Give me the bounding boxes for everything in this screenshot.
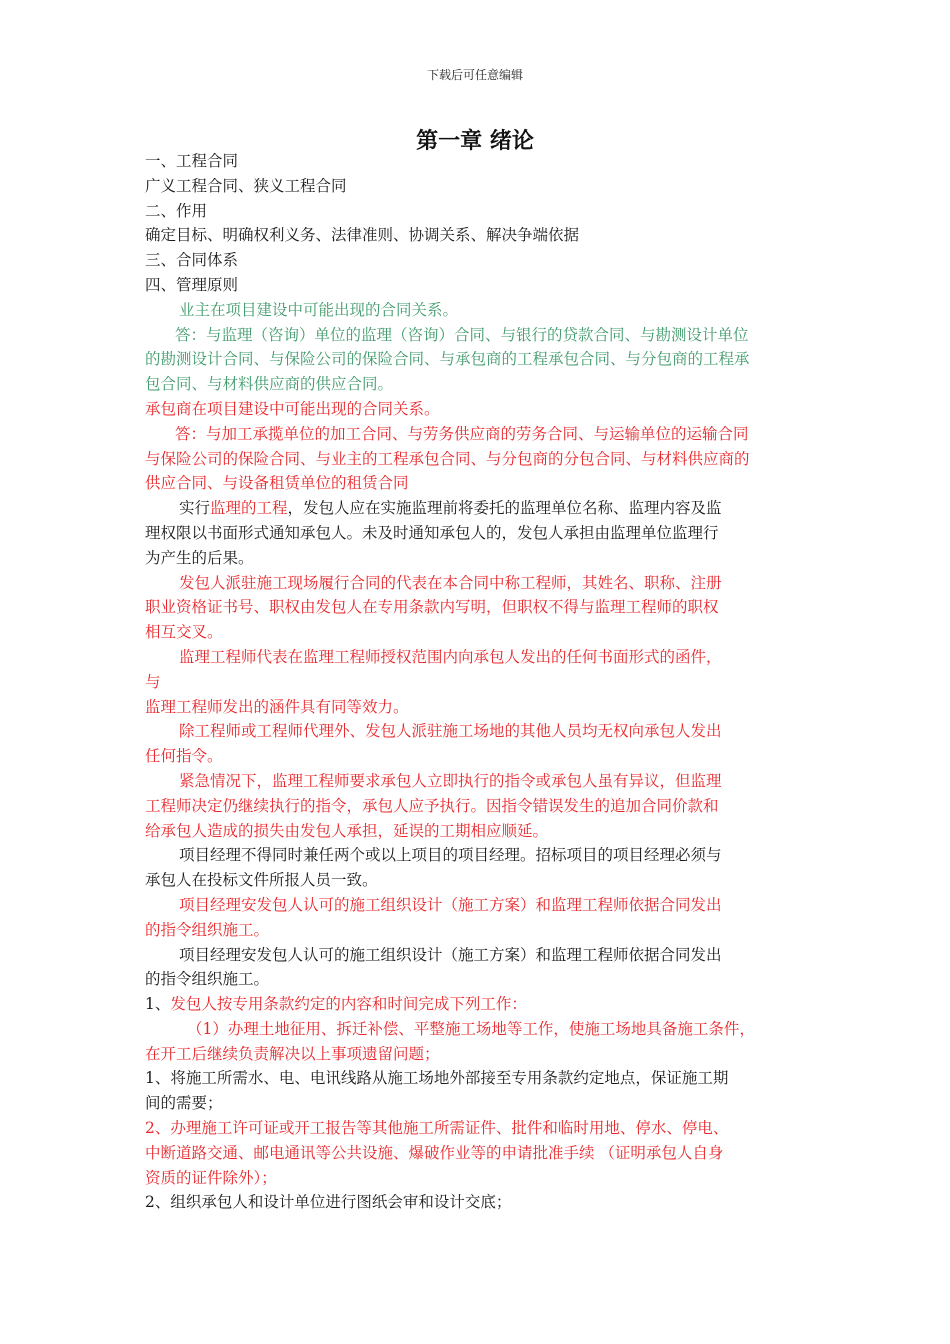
text-line: （1）办理土地征用、拆迁补偿、平整施工场地等工作，使施工场地具备施工条件，: [187, 1019, 755, 1038]
text-line: 除工程师或工程师代理外、发包人派驻施工场地的其他人员均无权向承包人发出: [179, 722, 722, 741]
text-line: 与保险公司的保险合同、与业主的工程承包合同、与分包商的分包合同、与材料供应商的: [145, 449, 750, 468]
text-line: 2、组织承包人和设计单位进行图纸会审和设计交底；: [145, 1193, 512, 1212]
text-line: 广义工程合同、狭义工程合同: [145, 176, 347, 195]
text-line: 项目经理安发包人认可的施工组织设计（施工方案）和监理工程师依据合同发出: [179, 895, 722, 914]
text-line: 为产生的后果。: [145, 548, 254, 567]
text-line: 供应合同、与设备租赁单位的租赁合同: [145, 474, 409, 493]
text-line: 1、将施工所需水、电、电讯线路从施工场地外部接至专用条款约定地点，保证施工期: [145, 1069, 729, 1088]
text-line: 相互交叉。: [145, 623, 223, 642]
text-line: 四、管理原则: [145, 275, 239, 294]
text-line: [145, 496, 810, 521]
text-line: 理权限以书面形式通知承包人。未及时通知承包人的，发包人承担由监理单位监理行: [145, 523, 719, 542]
text-line: 答：与加工承揽单位的加工合同、与劳务供应商的劳务合同、与运输单位的运输合同: [175, 424, 749, 443]
document-body: [145, 149, 810, 1215]
text-line: 工程师决定仍继续执行的指令，承包人应予执行。因指令错误发生的追加合同价款和: [145, 796, 719, 815]
text-line: [145, 992, 810, 1017]
text-segment: 发包人按专用条款约定的内容和时间完成下列工作：: [170, 995, 527, 1014]
text-line: 二、作用: [145, 201, 208, 220]
text-line: 职业资格证书号、职权由发包人在专用条款内写明，但职权不得与监理工程师的职权: [145, 598, 719, 617]
text-line: 监理工程师发出的涵件具有同等效力。: [145, 697, 409, 716]
text-line: 发包人派驻施工现场履行合同的代表在本合同中称工程师，其姓名、职称、注册: [179, 573, 722, 592]
text-line: 确定目标、明确权利义务、法律准则、协调关系、解决争端依据: [145, 226, 580, 245]
text-line: 业主在项目建设中可能出现的合同关系。: [179, 300, 459, 319]
text-segment: 监理的工程: [210, 499, 288, 518]
text-line: 监理工程师代表在监理工程师授权范围内向承包人发出的任何书面形式的函件，: [179, 647, 722, 666]
text-line: 2、办理施工许可证或开工报告等其他施工所需证件、批件和临时用地、停水、停电、: [145, 1119, 729, 1138]
page-header-note: 下载后可任意编辑: [426, 68, 523, 82]
text-line: 给承包人造成的损失由发包人承担，延误的工期相应顺延。: [145, 821, 549, 840]
text-segment: ，发包人应在实施监理前将委托的监理单位名称、监理内容及监: [287, 499, 722, 518]
text-line: 资质的证件除外）；: [145, 1168, 277, 1187]
text-line: 项目经理不得同时兼任两个或以上项目的项目经理。招标项目的项目经理必须与: [179, 846, 722, 865]
text-line: 中断道路交通、邮电通讯等公共设施、爆破作业等的申请批准手续 （证明承包人自身: [145, 1143, 724, 1162]
text-line: 承包人在投标文件所报人员一致。: [145, 871, 378, 890]
text-line: 在开工后继续负责解决以上事项遗留问题；: [145, 1044, 440, 1063]
text-segment: 实行: [179, 499, 211, 518]
text-line: 与: [145, 672, 161, 691]
text-line: 紧急情况下，监理工程师要求承包人立即执行的指令或承包人虽有异议，但监理: [179, 771, 722, 790]
text-line: 的指令组织施工。: [145, 920, 270, 939]
text-line: 项目经理安发包人认可的施工组织设计（施工方案）和监理工程师依据合同发出: [179, 945, 722, 964]
chapter-title: 第一章 绪论: [416, 129, 534, 154]
text-line: 的勘测设计合同、与保险公司的保险合同、与承包商的工程承包合同、与分包商的工程承: [145, 350, 750, 369]
text-line: 间的需要；: [145, 1094, 223, 1113]
text-line: 任何指令。: [145, 747, 223, 766]
text-line: 承包商在项目建设中可能出现的合同关系。: [145, 399, 440, 418]
text-segment: 1、: [145, 995, 171, 1014]
text-line: 三、合同体系: [145, 251, 239, 270]
text-line: 包合同、与材料供应商的供应合同。: [145, 375, 394, 394]
text-line: 一、工程合同: [145, 152, 239, 170]
text-line: 答：与监理（咨询）单位的监理（咨询）合同、与银行的贷款合同、与勘测设计单位: [175, 325, 749, 344]
text-line: 的指令组织施工。: [145, 970, 270, 989]
